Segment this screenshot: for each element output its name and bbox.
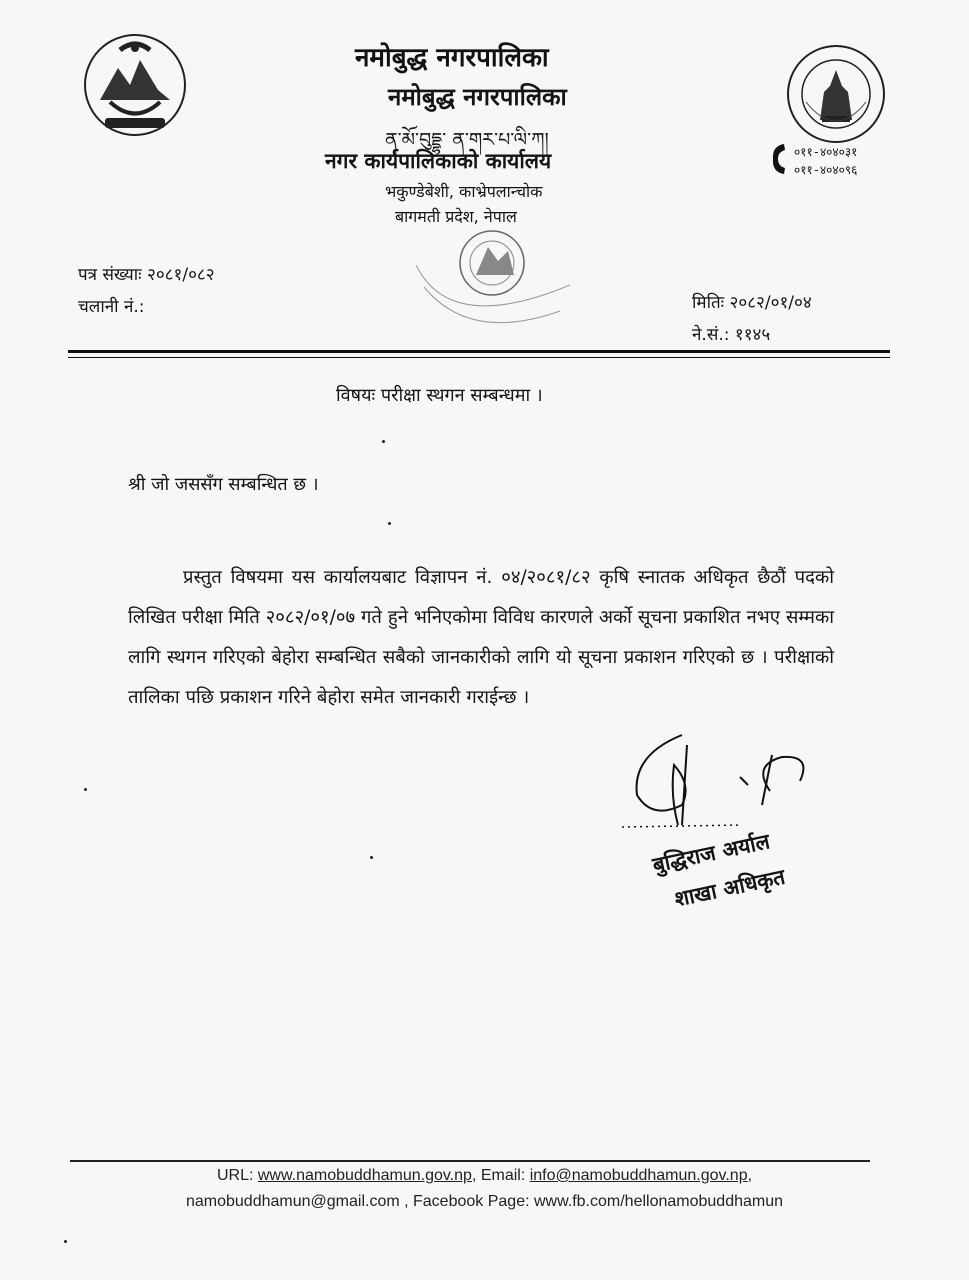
phone-number-2: ०११-४०४०९६ [794, 163, 858, 177]
municipality-seal-logo [784, 42, 888, 146]
date-value: २०८२/०१/०४ [729, 293, 812, 313]
signatory-title: शाखा अधिकृत [672, 864, 788, 912]
scan-mark [382, 440, 385, 443]
scan-mark [370, 856, 373, 859]
municipality-name: नमोबुद्ध नगरपालिका [355, 43, 549, 73]
phone-number-1: ०११-४०४०३१ [794, 145, 858, 159]
letter-body: प्रस्तुत विषयमा यस कार्यालयबाट विज्ञापन नं. ०४/२०८१/८२ कृषि स्नातक अधिकृत छैठौं पदको लिखित परीक्षा मिति २०८२/०१/०७ गते हुने भनिएकोमा विविध कारणले अर्को सूचना प्रकाशित नभए सम्मका लागि स्थगन गरिएको बेहोरा सम्बन्धित सबैको जानकारीको लागि यो सूचना प्रकाशन गरिएको छ । परीक्षाको तालिका पछि प्रकाशन गरिने बेहोरा समेत जानकारी गराईन्छ । [128, 567, 834, 708]
municipality-name-tibetan: ན་མོ་བུདྡྷ་ ན་གར་པ་ལི་ཀ། [385, 129, 549, 151]
footer-url-label: URL: [216, 1167, 258, 1184]
header-divider-thick [68, 350, 890, 353]
date-label: मितिः [692, 293, 725, 313]
phone-icon [770, 142, 790, 176]
nepal-emblem-logo [80, 30, 190, 140]
letter-subject: विषयः परीक्षा स्थगन सम्बन्धमा । [336, 385, 543, 406]
footer-line-1 [0, 1167, 969, 1185]
dispatch-number [78, 294, 145, 317]
footer-line1-suffix: , [747, 1167, 753, 1184]
letter-recipient: श्री जो जससँग सम्बन्धित छ । [128, 474, 319, 495]
footer-email-label: , Email: [471, 1167, 530, 1184]
dispatch-number-label: चलानी नं.: [78, 297, 145, 317]
footer-line-2: namobuddhamun@gmail.com , Facebook Page: www.fb.com/hellonamobuddhamun [185, 1193, 784, 1210]
office-stamp [410, 225, 575, 345]
footer-divider [70, 1160, 870, 1162]
ns-value: ११४५ [734, 325, 771, 345]
letter-number-label: पत्र संख्याः [78, 265, 142, 285]
nepal-sambat [692, 322, 770, 345]
letter-date [692, 290, 812, 313]
scan-mark [64, 1240, 67, 1243]
header-divider-thin [68, 357, 890, 358]
handwritten-signature [612, 725, 832, 835]
municipality-name-newari: नमोबुद्ध नगरपालिका [388, 83, 567, 111]
letter-number-value: २०८१/०८२ [146, 265, 215, 285]
office-name: नगर कार्यपालिकाको कार्यालय [325, 149, 552, 173]
email-link[interactable]: info@namobuddhamun.gov.np [529, 1167, 748, 1184]
letter-number [78, 262, 215, 285]
ns-label: ने.सं.: [692, 325, 730, 345]
scan-mark [84, 788, 87, 791]
website-link[interactable]: www.namobuddhamun.gov.np [257, 1167, 472, 1184]
signatory-name: बुद्धिराज अर्याल [650, 829, 772, 878]
address-line-2: बागमती प्रदेश, नेपाल [395, 207, 517, 226]
scan-mark [388, 522, 391, 525]
address-line-1: भकुण्डेबेशी, काभ्रेपलान्चोक [385, 182, 543, 201]
